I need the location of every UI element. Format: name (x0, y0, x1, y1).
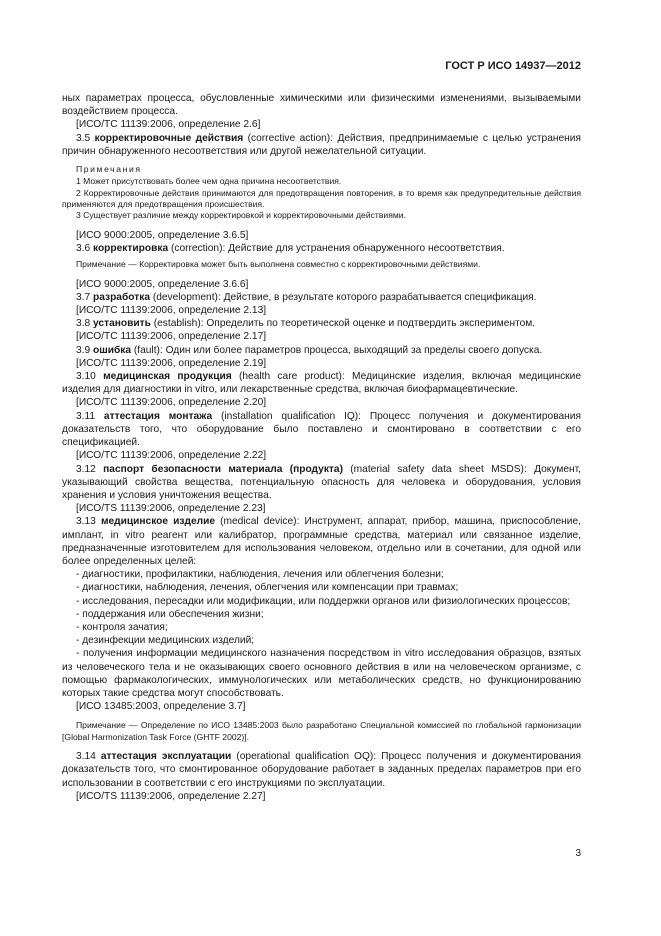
text: [ИСО/ТС 11139:2006, определение 2.6] (76, 119, 261, 131)
document-body (62, 92, 581, 803)
spacer (62, 713, 581, 720)
term-name: ошибка (93, 344, 132, 356)
term-definition (62, 291, 581, 304)
term-name: аттестация эксплуатации (100, 751, 232, 763)
term-number: 3.9 (76, 344, 93, 356)
document-header: ГОСТ Р ИСО 14937—2012 (445, 60, 581, 72)
term-number: 3.6 (76, 243, 93, 255)
text: [ИСО/TS 11139:2006, определение 2.27] (76, 790, 266, 802)
text: 3 Существует различие между корректировкой и корректировочными действиями. (76, 210, 406, 221)
term-number: 3.13 (76, 516, 101, 528)
term-number: 3.7 (76, 291, 93, 303)
term-number: 3.11 (76, 410, 104, 422)
page-number: 3 (575, 848, 581, 859)
list-item (62, 647, 581, 700)
text: (fault): Один или более параметров процесса, выходящий за пределы своего допуска. (131, 344, 543, 356)
notes-heading (62, 163, 581, 176)
note-text (62, 259, 581, 270)
spacer (62, 271, 581, 278)
text: [ИСО/TS 11139:2006, определение 2.23] (76, 503, 266, 515)
text: - диагностики, наблюдения, лечения, облегчения или компенсации при травмах; (76, 582, 459, 594)
source-reference (62, 502, 581, 515)
term-number: 3.8 (76, 318, 93, 330)
source-reference (62, 278, 581, 291)
source-reference (62, 118, 581, 131)
term-definition (62, 132, 581, 158)
term-number: 3.10 (76, 371, 104, 383)
term-name: медицинское изделие (100, 516, 216, 528)
term-definition (62, 242, 581, 255)
text: (installation qualification IQ): Процесс получения и документирования доказательств того, что оборудование было поставлено и смонтировано в соответствии с его спецификацией. (62, 410, 581, 449)
source-reference (62, 229, 581, 242)
text: Примечание — Определение по ИСО 13485:2003 было разработано Специальной комиссией по глобальной гармонизации [Global Harmonization Task Force (GHTF 2002)]. (62, 720, 581, 742)
text: Примечание — Корректировка может быть выполнена совместно с корректировочными действиями. (76, 259, 481, 270)
spacer (62, 222, 581, 229)
text: - поддержания или обеспечения жизни; (76, 608, 264, 620)
term-name: медицинская продукция (103, 371, 232, 383)
text: [ИСО/ТС 11139:2006, определение 2.20] (76, 397, 267, 409)
term-definition (62, 463, 581, 503)
text: - диагностики, профилактики, наблюдения, лечения или облегчения болезни; (76, 569, 444, 581)
term-number: 3.14 (76, 751, 101, 763)
text: (health care product): Медицинские изделия, включая медицинские изделия для диагностики in vitro, или лекарственные средства, включая биофармацевтические. (62, 371, 581, 396)
list-item (62, 581, 581, 594)
term-definition (62, 410, 581, 450)
text: Примечания (76, 164, 142, 175)
term-definition (62, 344, 581, 357)
text: (material safety data sheet MSDS): Документ, указывающий свойства вещества, потенциальную опасность для человека и оборудования, условия хранения и условия уничтожения вещества. (62, 463, 581, 501)
source-reference (62, 790, 581, 803)
source-reference (62, 700, 581, 713)
term-definition (62, 370, 581, 396)
text: [ИСО 13485:2003, определение 3.7] (76, 701, 246, 713)
term-name: паспорт безопасности материала (продукта) (103, 463, 343, 475)
text: ных параметрах процесса, обусловленные химическими или физическими изменениями, вызываемыми воздействием процесса. (62, 93, 581, 118)
text: [ИСО/ТС 11139:2006, определение 2.13] (76, 305, 267, 317)
list-item (62, 608, 581, 621)
term-name: аттестация монтажа (103, 410, 213, 422)
text: (corrective action): Действия, предпринимаемые с целью устранения причин обнаруженного несоответствия или другой нежелательной ситуации. (62, 132, 581, 157)
term-number: 3.5 (76, 132, 95, 144)
term-definition (62, 317, 581, 330)
source-reference (62, 449, 581, 462)
note-text (62, 210, 581, 221)
text: (development): Действие, в результате которого разрабатывается спецификация. (149, 291, 537, 303)
text: (medical device): Инструмент, аппарат, прибор, машина, приспособление, имплант, in vitro реагент или калибратор, программные средства, материал или связанное изделие, предназначенные изготовителем для использования человеком, отдельно или в сочетании, для одной или более определенных целей: (62, 516, 581, 567)
text: (correction): Действие для устранения обнаруженного несоответствия. (168, 243, 505, 255)
text: - получения информации медицинского назначения посредством in vitro исследования образцов, взятых из человеческого тела и не оказывающих своего основного действия в или на человеческом организме, с помощью фармакологических, иммунологических или метаболических средств, но функционированию которых такие средства могут способствовать. (62, 648, 581, 699)
term-name: разработка (93, 291, 150, 303)
text: - исследования, пересадки или модификации, или поддержки органов или физиологических процессов; (76, 595, 571, 607)
note-text (62, 176, 581, 187)
text: [ИСО 9000:2005, определение 3.6.6] (76, 278, 249, 290)
term-definition (62, 515, 581, 568)
text: [ИСО/ТС 11139:2006, определение 2.19] (76, 357, 267, 369)
source-reference (62, 357, 581, 370)
list-item (62, 621, 581, 634)
source-reference (62, 330, 581, 343)
term-number: 3.12 (76, 463, 104, 475)
note-text (62, 188, 581, 211)
source-reference (62, 304, 581, 317)
text: - контроля зачатия; (76, 621, 168, 633)
list-item (62, 595, 581, 608)
text: 2 Корректировочные действия принимаются для предотвращения повторения, в то время как предупредительные действия применяются для предотвращения происшествия. (62, 187, 581, 210)
text: [ИСО 9000:2005, определение 3.6.5] (76, 229, 249, 241)
term-name: установить (93, 318, 151, 330)
source-reference (62, 396, 581, 409)
text: (establish): Определить по теоретической оценке и подтвердить экспериментом. (150, 318, 536, 330)
text: [ИСО/ТС 11139:2006, определение 2.17] (76, 331, 267, 343)
term-name: корректировка (93, 243, 169, 255)
list-item (62, 568, 581, 581)
text: 1 Может присутствовать более чем одна причина несоответствия. (76, 176, 342, 187)
list-item (62, 634, 581, 647)
paragraph (62, 92, 581, 118)
text: [ИСО/ТС 11139:2006, определение 2.22] (76, 450, 267, 462)
term-definition (62, 750, 581, 790)
text: - дезинфекции медицинских изделий; (76, 635, 255, 647)
note-text (62, 720, 581, 743)
text: (operational qualification OQ): Процесс получения и документирования доказательств того, что смонтированное оборудование работает в заданных пределах параметров при его использовании в соответствии с его инструкциями по эксплуатации. (62, 751, 581, 789)
spacer (62, 743, 581, 750)
term-name: корректировочные действия (94, 132, 244, 144)
